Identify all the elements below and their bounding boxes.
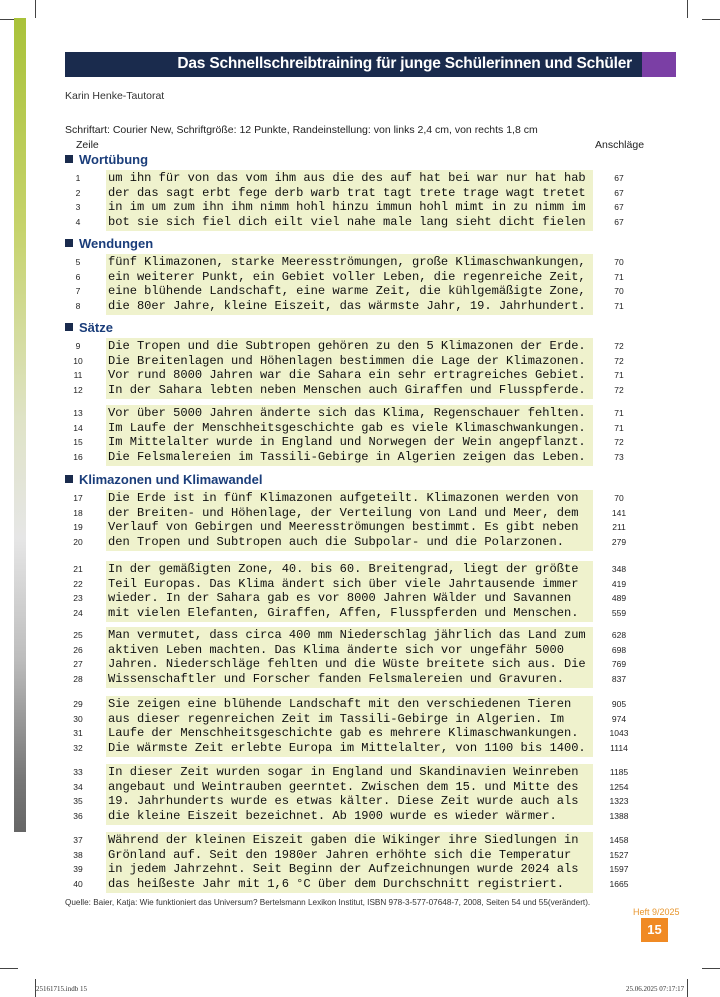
line-number: 35 [73,796,83,806]
line-text: aus dieser regenreichen Zeit im Tassili-Gebirge in Algerien. Im [108,711,564,726]
keystroke-count: 72 [614,341,624,351]
keystroke-count: 628 [611,630,627,640]
exercise-line [0,535,720,550]
line-text: Die Erde ist in fünf Klimazonen aufgeteilt. Klimazonen werden von [108,491,579,505]
line-number: 32 [73,742,83,753]
line-number: 17 [73,493,83,503]
exercise-line [0,171,720,186]
line-text: Die Felsmalereien im Tassili-Gebirge in Algerien zeigen das Leben. [108,449,586,464]
keystroke-count: 1114 [610,742,628,753]
exercise-line [0,780,720,795]
line-number: 23 [73,593,83,603]
exercise-line [0,339,720,354]
keystroke-count: 67 [614,173,624,183]
exercise-line [0,765,720,780]
line-text: In dieser Zeit wurden sogar in England und Skandinavien Weinreben [108,765,579,779]
keystroke-count: 70 [614,286,624,296]
line-text: den Tropen und Subtropen auch die Subpolar- und die Polarzonen. [108,534,564,549]
exercise-line [0,284,720,299]
exercise-line [0,606,720,621]
keystroke-count: 141 [611,507,627,518]
keystroke-count: 348 [611,564,627,574]
exercise-line [0,877,720,892]
line-number: 33 [73,767,83,777]
line-number: 22 [73,578,83,589]
line-text: angebaut und Weintrauben geerntet. Zwischen dem 15. und Mitte des [108,779,579,794]
exercise-line [0,200,720,215]
exercise-line [0,848,720,863]
keystroke-count: 73 [614,451,624,462]
line-number: 21 [73,564,83,574]
keystroke-count: 1665 [609,878,629,889]
line-number: 20 [73,536,83,547]
section-title-text: Klimazonen und Klimawandel [79,472,263,487]
exercise-line [0,643,720,658]
keystroke-count: 72 [614,384,624,395]
line-text: ein weiterer Punkt, ein Gebiet voller Leben, die regenreiche Zeit, [108,269,586,284]
line-text: Sie zeigen eine blühende Landschaft mit den verschiedenen Tieren [108,697,572,711]
line-text: In der Sahara lebten neben Menschen auch Giraffen und Flusspferde. [108,382,586,397]
line-text: die kleine Eiszeit bezeichnet. Ab 1900 wurde es wieder wärmer. [108,808,557,823]
exercise-line [0,406,720,421]
line-text: Während der kleinen Eiszeit gaben die Wikinger ihre Siedlungen in [108,833,579,847]
exercise-line [0,591,720,606]
keystroke-count: 419 [611,578,627,589]
keystroke-count: 1323 [609,796,629,806]
exercise-line [0,741,720,756]
keystroke-count: 67 [614,202,624,212]
keystroke-count: 1043 [609,728,629,738]
line-text: der das sagt erbt fege derb warb trat tagt trete trage wagt tretet [108,185,586,200]
line-number: 4 [75,216,81,227]
author: Karin Henke-Tautorat [65,90,165,102]
line-text: in jedem Jahrzehnt. Seit Beginn der Aufzeichnungen wurde 2024 als [108,862,579,876]
line-text: 19. Jahrhunderts wurde es etwas kälter. Diese Zeit wurde auch als [108,794,579,808]
exercise-line [0,506,720,521]
exercise-line [0,809,720,824]
page-title: Das Schnellschreibtraining für junge Schülerinnen und Schüler [177,55,632,72]
line-number: 36 [73,810,83,821]
line-number: 28 [73,673,83,684]
column-header-line: Zeile [76,139,99,151]
exercise-line [0,491,720,506]
exercise-line [0,628,720,643]
exercise-line [0,255,720,270]
line-number: 39 [73,864,83,874]
line-number: 11 [73,370,83,380]
footer-date: 25.06.2025 07:17:17 [626,985,685,993]
line-number: 40 [73,878,83,889]
line-number: 13 [73,408,83,418]
line-number: 24 [73,607,83,618]
line-text: Laufe der Menschheitsgeschichte gab es mehrere Klimaschwankungen. [108,726,579,740]
exercise-line [0,562,720,577]
line-text: das heißeste Jahr mit 1,6 °C über dem Durchschnitt registriert. [108,876,564,891]
line-number: 14 [73,422,83,433]
section-title-text: Sätze [79,320,113,335]
exercise-line [0,833,720,848]
source-citation: Quelle: Baier, Katja: Wie funktioniert das Universum? Bertelsmann Lexikon Institut, ISBN 978-3-577-07648-7, 2008, Seiten 54 und 55(verändert). [65,898,591,907]
square-bullet-icon [65,155,73,163]
section-title-text: Wortübung [79,152,149,167]
crop-mark [0,968,18,969]
keystroke-count: 72 [614,437,624,447]
line-text: Im Laufe der Menschheitsgeschichte gab es viele Klimaschwankungen. [108,420,586,435]
crop-mark [702,968,720,969]
line-text: mit vielen Elefanten, Giraffen, Affen, Flusspferden und Menschen. [108,605,579,620]
line-number: 18 [73,507,83,518]
line-text: Vor über 5000 Jahren änderte sich das Klima, Regenschauer fehlten. [108,406,586,420]
keystroke-count: 72 [614,355,624,366]
line-number: 25 [73,630,83,640]
line-text: eine blühende Landschaft, eine warme Zeit, die kühlgemäßigte Zone, [108,284,586,298]
keystroke-count: 71 [614,408,624,418]
keystroke-count: 769 [611,659,627,669]
keystroke-count: 1388 [609,810,629,821]
line-text: Verlauf von Gebirgen und Meeresströmungen bestimmt. Es gibt neben [108,520,579,534]
page-header [65,52,676,77]
keystroke-count: 67 [614,216,624,227]
line-text: Die wärmste Zeit erlebte Europa im Mittelalter, von 1100 bis 1400. [108,740,586,755]
line-text: Die Tropen und die Subtropen gehören zu den 5 Klimazonen der Erde. [108,339,586,353]
exercise-line [0,215,720,230]
square-bullet-icon [65,239,73,247]
exercise-line [0,672,720,687]
square-bullet-icon [65,475,73,483]
keystroke-count: 70 [614,257,624,267]
line-text: fünf Klimazonen, starke Meeresströmungen, große Klimaschwankungen, [108,255,586,269]
crop-mark [687,979,688,997]
section-title [65,320,113,335]
section-title [65,152,148,167]
column-header-count: Anschläge [595,139,645,151]
line-text: in im um zum ihn ihm nimm hohl hinzu immun hohl mimt in zu nimm im [108,200,586,214]
line-number: 26 [73,644,83,655]
keystroke-count: 211 [612,522,626,532]
keystroke-count: 1185 [609,767,629,777]
line-number: 12 [73,384,83,395]
exercise-line [0,862,720,877]
line-text: um ihn für von das vom ihm aus die des auf hat bei war nur hat hab [108,171,586,185]
exercise-line [0,186,720,201]
keystroke-count: 71 [614,271,624,282]
section-title [65,236,153,251]
keystroke-count: 67 [614,187,624,198]
exercise-line [0,421,720,436]
line-text: aktiven Leben machten. Das Klima änderte sich vor ungefähr 5000 [108,642,564,657]
exercise-line [0,450,720,465]
keystroke-count: 837 [611,673,627,684]
crop-mark [687,0,688,18]
line-text: die 80er Jahre, kleine Eiszeit, das wärmste Jahr, 19. Jahrhundert. [108,298,586,313]
line-number: 37 [73,835,83,845]
exercise-line [0,794,720,809]
line-number: 10 [73,355,83,366]
exercise-line [0,712,720,727]
line-text: bot sie sich fiel dich eilt viel nahe male lang sieht dicht fielen [108,214,586,229]
exercise-line [0,520,720,535]
exercise-line [0,657,720,672]
line-text: Grönland auf. Seit den 1980er Jahren erhöhte sich die Temperatur [108,847,572,862]
footer-file: 25161715.indb 15 [36,985,87,993]
keystroke-count: 559 [611,607,627,618]
keystroke-count: 71 [614,370,624,380]
keystroke-count: 974 [611,713,627,724]
crop-mark [702,19,720,20]
keystroke-count: 70 [614,493,624,503]
line-number: 6 [75,271,81,282]
line-number: 2 [75,187,81,198]
exercise-line [0,383,720,398]
line-text: Teil Europas. Das Klima ändert sich über viele Jahrtausende immer [108,576,579,591]
exercise-line [0,270,720,285]
exercise-line [0,299,720,314]
line-text: Vor rund 8000 Jahren war die Sahara ein sehr ertragreiches Gebiet. [108,368,586,382]
line-number: 27 [73,659,83,669]
exercise-line [0,577,720,592]
line-text: In der gemäßigten Zone, 40. bis 60. Breitengrad, liegt der größte [108,562,579,576]
exercise-line [0,697,720,712]
keystroke-count: 1527 [609,849,629,860]
line-number: 1 [75,173,81,183]
exercise-line [0,368,720,383]
keystroke-count: 1458 [609,835,629,845]
keystroke-count: 1254 [609,781,629,792]
line-number: 5 [75,257,81,267]
line-number: 8 [75,300,81,311]
page-number: 15 [641,918,668,942]
line-text: Jahren. Niederschläge fehlten und die Wüste breitete sich aus. Die [108,657,586,671]
keystroke-count: 71 [614,300,624,311]
line-text: Im Mittelalter wurde in England und Norwegen der Wein angepflanzt. [108,435,586,449]
square-bullet-icon [65,323,73,331]
keystroke-count: 905 [611,699,627,709]
line-number: 34 [73,781,83,792]
line-number: 19 [73,522,83,532]
section-title-text: Wendungen [79,236,154,251]
header-accent [642,52,676,77]
line-number: 3 [75,202,81,212]
exercise-line [0,726,720,741]
exercise-line [0,354,720,369]
font-info: Schriftart: Courier New, Schriftgröße: 12 Punkte, Randeinstellung: von links 2,4 cm, von rechts 1,8 cm [65,124,538,136]
line-text: der Breiten- und Höhenlage, der Verteilung von Land und Meer, dem [108,505,579,520]
keystroke-count: 489 [611,593,627,603]
issue-label: Heft 9/2025 [633,907,680,917]
line-number: 31 [73,728,83,738]
keystroke-count: 1597 [609,864,629,874]
line-text: Wissenschaftler und Forscher fanden Felsmalereien und Gravuren. [108,671,564,686]
line-number: 15 [73,437,83,447]
line-text: Die Breitenlagen und Höhenlagen bestimmen die Lage der Klimazonen. [108,353,586,368]
line-text: Man vermutet, dass circa 400 mm Niederschlag jährlich das Land zum [108,628,586,642]
line-number: 38 [73,849,83,860]
line-text: wieder. In der Sahara gab es vor 8000 Jahren Wälder und Savannen [108,591,572,605]
line-number: 16 [73,451,83,462]
line-number: 30 [73,713,83,724]
crop-mark [35,0,36,18]
keystroke-count: 279 [611,536,627,547]
line-number: 7 [75,286,81,296]
section-title [65,472,262,487]
line-number: 29 [73,699,83,709]
keystroke-count: 71 [614,422,624,433]
line-number: 9 [75,341,81,351]
keystroke-count: 698 [611,644,627,655]
exercise-line [0,435,720,450]
